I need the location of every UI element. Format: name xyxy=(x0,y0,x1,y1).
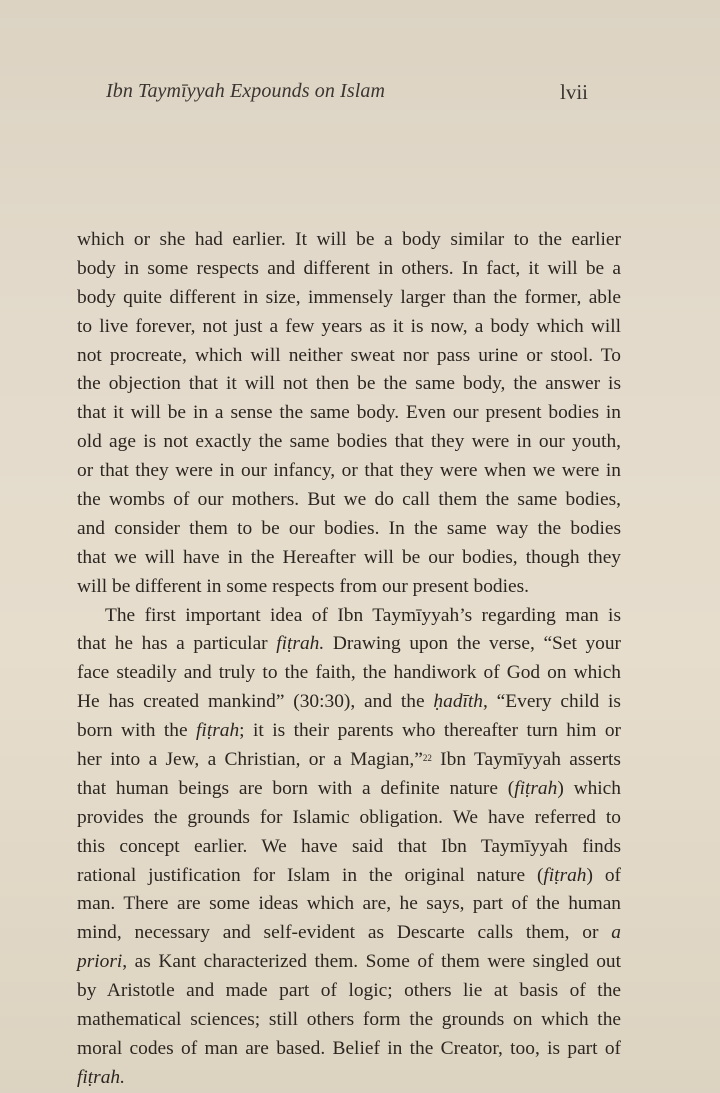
text-line: mathematical sciences; still others form the grounds on which the xyxy=(77,1009,621,1031)
text-run: Ibn Taymīyyah asserts xyxy=(431,749,621,771)
text-line: old age is not exactly the same bodies that they were in our youth, xyxy=(77,431,621,453)
text-line xyxy=(77,775,621,804)
text-run: that he has a particular xyxy=(77,633,277,655)
text-line xyxy=(77,630,621,659)
text-line xyxy=(77,919,621,948)
italic-term: fiṭrah. xyxy=(77,1066,125,1088)
text-line: that it will be in a sense the same body. Even our present bodies in xyxy=(77,402,621,424)
text-line xyxy=(77,862,621,891)
text-line: body in some respects and different in others. In fact, it will be a xyxy=(77,257,621,279)
text-line: the objection that it will not then be the same body, the answer is xyxy=(77,373,621,395)
footnote-marker: 22 xyxy=(422,753,432,764)
text-line: or that they were in our infancy, or that they were when we were in xyxy=(77,460,621,482)
text-run: born with the xyxy=(77,720,197,742)
text-line xyxy=(77,746,621,775)
text-line: this concept earlier. We have said that Ibn Taymīyyah finds xyxy=(77,835,621,857)
text-line: body quite different in size, immensely larger than the former, able xyxy=(77,286,621,308)
text-line: will be different in some respects from our present bodies. xyxy=(77,575,529,597)
text-line: moral codes of man are based. Belief in the Creator, too, is part of xyxy=(77,1037,621,1059)
italic-term: a xyxy=(611,922,621,944)
text-line: by Aristotle and made part of logic; others lie at basis of the xyxy=(77,980,621,1002)
text-run: rational justification for Islam in the original nature ( xyxy=(77,864,544,886)
text-run: He has created mankind” (30:30), and the xyxy=(77,691,434,713)
text-line: man. There are some ideas which are, he says, part of the human xyxy=(77,893,621,915)
italic-term: fiṭrah xyxy=(196,720,240,742)
italic-term: fiṭrah xyxy=(543,864,587,886)
text-line xyxy=(77,688,621,717)
text-line xyxy=(77,1064,621,1093)
text-line: not procreate, which will neither sweat nor pass urine or stool. To xyxy=(77,344,621,366)
text-line: the wombs of our mothers. But we do call them the same bodies, xyxy=(77,489,621,511)
text-run: her into a Jew, a Christian, or a Magian,” xyxy=(77,749,423,771)
text-line: face steadily and truly to the faith, the handiwork of God on which xyxy=(77,662,621,684)
italic-term: ḥadīth xyxy=(433,691,483,713)
text-run: mind, necessary and self-evident as Descarte calls them, or xyxy=(77,922,612,944)
italic-term: fiṭrah. xyxy=(276,633,325,655)
text-line xyxy=(77,948,621,977)
text-line: which or she had earlier. It will be a body similar to the earlier xyxy=(77,229,621,250)
text-run: ) which xyxy=(557,777,621,799)
text-run: that human beings are born with a definite nature ( xyxy=(77,777,515,799)
text-run: , as Kant characterized them. Some of them were singled out xyxy=(122,951,621,973)
italic-term: priori xyxy=(77,951,123,973)
body-text xyxy=(77,226,621,1093)
running-head-title: Ibn Taymīyyah Expounds on Islam xyxy=(106,80,385,102)
text-line: that we will have in the Hereafter will be our bodies, though they xyxy=(77,546,621,568)
text-run: ; it is their parents who thereafter turn him or xyxy=(239,720,622,742)
text-run: , “Every child is xyxy=(482,691,621,713)
text-run: ) of xyxy=(586,864,621,886)
page-number: lvii xyxy=(560,80,589,104)
text-run: Drawing upon the verse, “Set your xyxy=(324,633,621,655)
text-line xyxy=(77,717,621,746)
text-line: to live forever, not just a few years as it is now, a body which will xyxy=(77,315,621,337)
text-line: The first important idea of Ibn Taymīyyah’s regarding man is xyxy=(105,604,621,626)
text-line: and consider them to be our bodies. In the same way the bodies xyxy=(77,517,621,539)
italic-term: fiṭrah xyxy=(514,777,558,799)
text-line: provides the grounds for Islamic obligation. We have referred to xyxy=(77,806,621,828)
